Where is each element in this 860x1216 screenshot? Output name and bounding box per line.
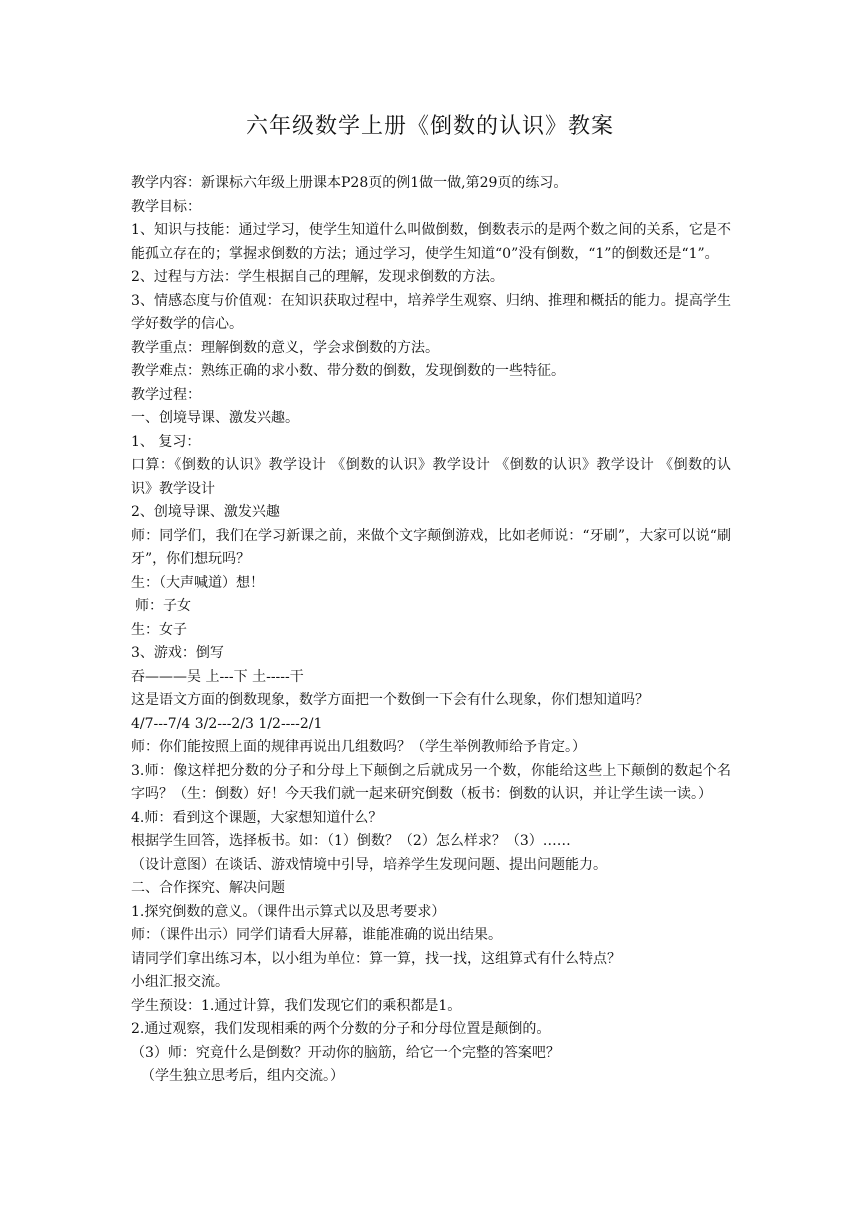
paragraph-teacher-3: 师：你们能按照上面的规律再说出几组数吗？（学生举例教师给予肯定。） — [131, 739, 586, 755]
paragraph-review: 1、 复习： — [131, 433, 201, 450]
paragraph-section-1: 一、创境导课、激发兴趣。 — [131, 410, 299, 426]
paragraph-word-pairs: 吞———吴 上---下 土-----干 — [131, 668, 304, 685]
paragraph-discussion: （学生独立思考后，组内交流。） — [141, 1068, 344, 1084]
paragraph-group-work: 请同学们拿出练习本，以小组为单位：算一算，找一找，这组算式有什么特点？ — [131, 950, 621, 967]
paragraph-objective-3: 3、情感态度与价值观：在知识获取过程中，培养学生观察、归纳、推理和概括的能力。提高学生学好数学的信心。 — [131, 292, 731, 332]
paragraph-student-2: 生：女子 — [131, 621, 187, 638]
paragraph-key-point: 教学重点：理解倒数的意义，学会求倒数的方法。 — [131, 339, 439, 356]
paragraph-student-1: 生：（大声喊道）想！ — [131, 574, 264, 591]
paragraph-question: （3）师：究竟什么是倒数？开动你的脑筋，给它一个完整的答案吧？ — [131, 1044, 560, 1061]
paragraph-teacher-6: 师：（课件出示）同学们请看大屏幕，谁能准确的说出结果。 — [131, 927, 502, 943]
paragraph-board-writing: 根据学生回答，选择板书。如：（1）倒数？（2）怎么样求？（3）…… — [131, 833, 571, 849]
paragraph-teacher-1: 师：同学们，我们在学习新课之前，来做个文字颠倒游戏，比如老师说：“牙刷”，大家可以说“刷牙”，你们想玩吗？ — [131, 527, 731, 567]
paragraph-language-reversal: 这是语文方面的倒数现象，数学方面把一个数倒一下会有什么现象，你们想知道吗？ — [131, 692, 649, 708]
document-title: 六年级数学上册《倒数的认识》教案 — [245, 114, 614, 139]
paragraph-content: 教学内容：新课标六年级上册课本P28页的例1做一做,第29页的练习。 — [131, 175, 568, 191]
paragraph-process-heading: 教学过程： — [131, 386, 201, 403]
paragraph-objective-2: 2、过程与方法：学生根据自己的理解，发现求倒数的方法。 — [131, 269, 504, 285]
document-body — [131, 172, 731, 1089]
paragraph-objectives-heading: 教学目标： — [131, 198, 201, 215]
paragraph-design-intent: （设计意图）在谈话、游戏情境中引导，培养学生发现问题、提出问题能力。 — [131, 856, 607, 873]
paragraph-objective-1: 1、知识与技能：通过学习，使学生知道什么叫做倒数，倒数表示的是两个数之间的关系，它是不能孤立存在的；掌握求倒数的方法；通过学习，使学生知道“0”没有倒数，“1”的倒数还是“1”。 — [131, 222, 731, 262]
paragraph-report: 小组汇报交流。 — [131, 974, 229, 990]
paragraph-game: 3、游戏：倒写 — [131, 645, 224, 661]
paragraph-prediction-1: 学生预设：1.通过计算，我们发现它们的乘积都是1。 — [131, 997, 462, 1014]
paragraph-prediction-2: 2.通过观察，我们发现相乘的两个分数的分子和分母位置是颠倒的。 — [131, 1021, 551, 1037]
paragraph-teacher-5: 4.师：看到这个课题，大家想知道什么？ — [131, 809, 383, 826]
paragraph-teacher-4: 3.师：像这样把分数的分子和分母上下颠倒之后就成另一个数，你能给这些上下颠倒的数起个名字吗？（生：倒数）好！今天我们就一起来研究倒数（板书：倒数的认识，并让学生读一读。） — [131, 762, 731, 802]
paragraph-teacher-2: 师：子女 — [135, 598, 191, 614]
paragraph-explore: 1.探究倒数的意义。（课件出示算式以及思考要求） — [131, 903, 446, 920]
paragraph-oral-calc: 口算：《倒数的认识》教学设计 《倒数的认识》教学设计 《倒数的认识》教学设计 《倒数的认识》教学设计 — [131, 457, 731, 497]
paragraph-intro: 2、创境导课、激发兴趣 — [131, 504, 280, 520]
paragraph-section-2: 二、合作探究、解决问题 — [131, 880, 285, 896]
paragraph-fraction-pairs: 4/7---7/4 3/2---2/3 1/2----2/1 — [131, 715, 323, 732]
paragraph-difficulty: 教学难点：熟练正确的求小数、带分数的倒数，发现倒数的一些特征。 — [131, 363, 565, 379]
